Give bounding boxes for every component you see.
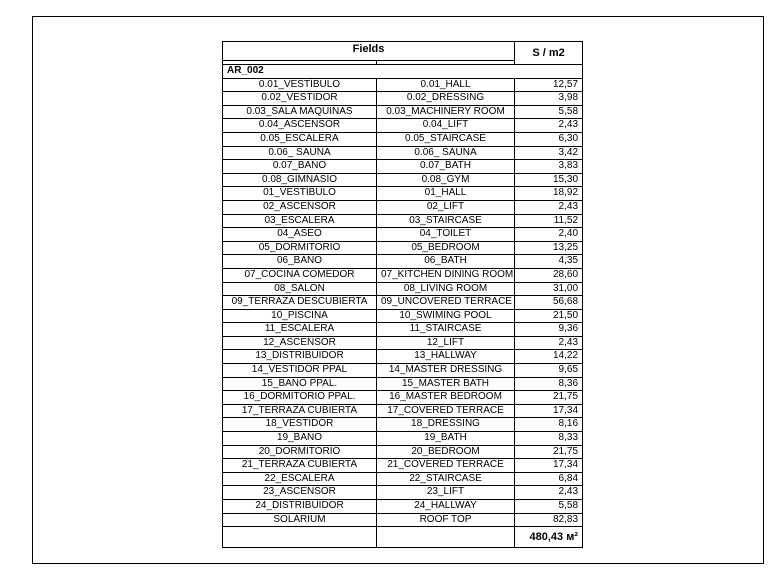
room-area: 13,25: [515, 241, 583, 255]
room-area: 2,40: [515, 228, 583, 242]
room-name-en: 02_LIFT: [377, 200, 515, 214]
table-row: [223, 268, 583, 282]
room-name-es: 0.03_SALA MÁQUINAS: [223, 105, 377, 119]
table-row: [223, 282, 583, 296]
room-area: 56,68: [515, 296, 583, 310]
room-name-es: SOLÁRIUM: [223, 513, 377, 527]
room-name-es: 02_ASCENSOR: [223, 200, 377, 214]
table-row: [223, 500, 583, 514]
room-name-en: 0.03_MACHINERY ROOM: [377, 105, 515, 119]
room-area: 2,43: [515, 486, 583, 500]
room-name-en: 20_BEDROOM: [377, 445, 515, 459]
table-row: [223, 350, 583, 364]
table-row: [223, 187, 583, 201]
room-name-en: 14_MASTER DRESSING: [377, 364, 515, 378]
room-name-en: 12_LIFT: [377, 336, 515, 350]
room-name-en: 03_STAIRCASE: [377, 214, 515, 228]
room-area: 15,30: [515, 173, 583, 187]
room-area: 14,22: [515, 350, 583, 364]
room-name-en: 11_STAIRCASE: [377, 323, 515, 337]
room-name-en: 07_KITCHEN DINING ROOM: [377, 268, 515, 282]
table-row: [223, 78, 583, 92]
table-row: [223, 459, 583, 473]
room-area: 82,83: [515, 513, 583, 527]
room-area: 11,52: [515, 214, 583, 228]
room-name-es: 22_ESCALERA: [223, 472, 377, 486]
room-area: 5,58: [515, 105, 583, 119]
table-row: [223, 364, 583, 378]
room-name-en: ROOF TOP: [377, 513, 515, 527]
table-row: [223, 160, 583, 174]
room-area: 9,65: [515, 364, 583, 378]
area-table: [222, 41, 583, 548]
table-row: [223, 445, 583, 459]
room-name-en: 17_COVERED TERRACE: [377, 404, 515, 418]
table-row: [223, 296, 583, 310]
group-label: AR_002: [223, 65, 583, 79]
area-schedule: [222, 41, 582, 548]
room-name-es: 0.06_ SAUNA: [223, 146, 377, 160]
room-name-es: 19_BAÑO: [223, 432, 377, 446]
room-name-es: 18_VESTIDOR: [223, 418, 377, 432]
table-row: [223, 391, 583, 405]
room-name-en: 24_HALLWAY: [377, 500, 515, 514]
table-row: [223, 323, 583, 337]
room-area: 21,50: [515, 309, 583, 323]
table-row: [223, 432, 583, 446]
room-name-en: 08_LIVING ROOM: [377, 282, 515, 296]
room-area: 8,33: [515, 432, 583, 446]
room-name-es: 11_ESCALERA: [223, 323, 377, 337]
room-name-es: 08_SALON: [223, 282, 377, 296]
room-name-en: 06_BATH: [377, 255, 515, 269]
table-row: [223, 173, 583, 187]
room-name-en: 0.02_DRESSING: [377, 92, 515, 106]
room-name-es: 04_ASEO: [223, 228, 377, 242]
room-name-es: 17_TERRAZA CUBIERTA: [223, 404, 377, 418]
room-name-es: 01_VESTÍBULO: [223, 187, 377, 201]
room-name-es: 23_ASCENSOR: [223, 486, 377, 500]
room-area: 5,58: [515, 500, 583, 514]
room-name-en: 23_LIFT: [377, 486, 515, 500]
room-name-es: 0.04_ASCENSOR: [223, 119, 377, 133]
room-area: 3,83: [515, 160, 583, 174]
room-name-es: 16_DORMITORIO PPAL.: [223, 391, 377, 405]
room-area: 6,84: [515, 472, 583, 486]
room-name-en: 22_STAIRCASE: [377, 472, 515, 486]
room-area: 2,43: [515, 336, 583, 350]
room-name-es: 03_ESCALERA: [223, 214, 377, 228]
room-name-es: 10_PISCINA: [223, 309, 377, 323]
room-area: 8,36: [515, 377, 583, 391]
room-name-es: 12_ASCENSOR: [223, 336, 377, 350]
room-area: 18,92: [515, 187, 583, 201]
room-name-en: 19_BATH: [377, 432, 515, 446]
area-header: S / m2: [515, 42, 583, 65]
room-name-en: 0.08_GYM: [377, 173, 515, 187]
room-area: 6,30: [515, 132, 583, 146]
room-name-es: 24_DISTRIBUIDOR: [223, 500, 377, 514]
room-name-en: 0.07_BATH: [377, 160, 515, 174]
room-name-es: 0.05_ESCALERA: [223, 132, 377, 146]
table-row: [223, 132, 583, 146]
room-name-es: 05_DORMITORIO: [223, 241, 377, 255]
room-name-en: 21_COVERED TERRACE: [377, 459, 515, 473]
room-area: 3,98: [515, 92, 583, 106]
room-name-es: 0.08_GIMNASIO: [223, 173, 377, 187]
total-area: 480,43 м²: [515, 527, 583, 548]
room-name-en: 04_TOILET: [377, 228, 515, 242]
room-area: 12,57: [515, 78, 583, 92]
table-row: [223, 513, 583, 527]
room-name-en: 10_SWIMING POOL: [377, 309, 515, 323]
room-area: 17,34: [515, 404, 583, 418]
room-name-es: 07_COCINA COMEDOR: [223, 268, 377, 282]
table-row: [223, 255, 583, 269]
room-name-en: 0.01_HALL: [377, 78, 515, 92]
room-name-en: 13_HALLWAY: [377, 350, 515, 364]
table-row: [223, 241, 583, 255]
room-name-en: 0.04_LIFT: [377, 119, 515, 133]
total-blank-1: [223, 527, 377, 548]
room-name-en: 01_HALL: [377, 187, 515, 201]
table-row: [223, 105, 583, 119]
room-name-es: 0.07_BAÑO: [223, 160, 377, 174]
table-row: [223, 336, 583, 350]
room-area: 28,60: [515, 268, 583, 282]
room-name-en: 16_MASTER BEDROOM: [377, 391, 515, 405]
group-row: [223, 65, 583, 79]
room-area: 17,34: [515, 459, 583, 473]
room-area: 31,00: [515, 282, 583, 296]
room-name-es: 14_VESTIDOR PPAL: [223, 364, 377, 378]
room-area: 9,36: [515, 323, 583, 337]
room-name-es: 21_TERRAZA CUBIERTA: [223, 459, 377, 473]
room-name-es: 06_BAÑO: [223, 255, 377, 269]
table-row: [223, 377, 583, 391]
total-row: [223, 527, 583, 548]
room-area: 4,35: [515, 255, 583, 269]
table-row: [223, 146, 583, 160]
room-name-es: 0.02_VESTIDOR: [223, 92, 377, 106]
table-row: [223, 214, 583, 228]
table-row: [223, 404, 583, 418]
table-row: [223, 418, 583, 432]
table-row: [223, 119, 583, 133]
room-name-es: 09_TERRAZA DESCUBIERTA: [223, 296, 377, 310]
room-name-en: 0.06_ SAUNA: [377, 146, 515, 160]
table-row: [223, 309, 583, 323]
room-area: 21,75: [515, 445, 583, 459]
header-row: [223, 42, 583, 61]
room-name-en: 09_UNCOVERED TERRACE: [377, 296, 515, 310]
room-name-en: 05_BEDROOM: [377, 241, 515, 255]
room-name-en: 18_DRESSING: [377, 418, 515, 432]
total-blank-2: [377, 527, 515, 548]
table-row: [223, 472, 583, 486]
room-name-es: 0.01_VESTÍBULO: [223, 78, 377, 92]
room-name-es: 20_DORMITORIO: [223, 445, 377, 459]
table-row: [223, 486, 583, 500]
room-area: 3,42: [515, 146, 583, 160]
table-row: [223, 200, 583, 214]
room-area: 2,43: [515, 119, 583, 133]
table-row: [223, 92, 583, 106]
room-area: 8,16: [515, 418, 583, 432]
room-name-es: 13_DISTRIBUIDOR: [223, 350, 377, 364]
fields-header: Fields: [223, 42, 515, 61]
table-row: [223, 228, 583, 242]
room-area: 21,75: [515, 391, 583, 405]
room-name-es: 15_BAÑO PPAL.: [223, 377, 377, 391]
room-name-en: 0.05_STAIRCASE: [377, 132, 515, 146]
room-name-en: 15_MASTER BATH: [377, 377, 515, 391]
room-area: 2,43: [515, 200, 583, 214]
